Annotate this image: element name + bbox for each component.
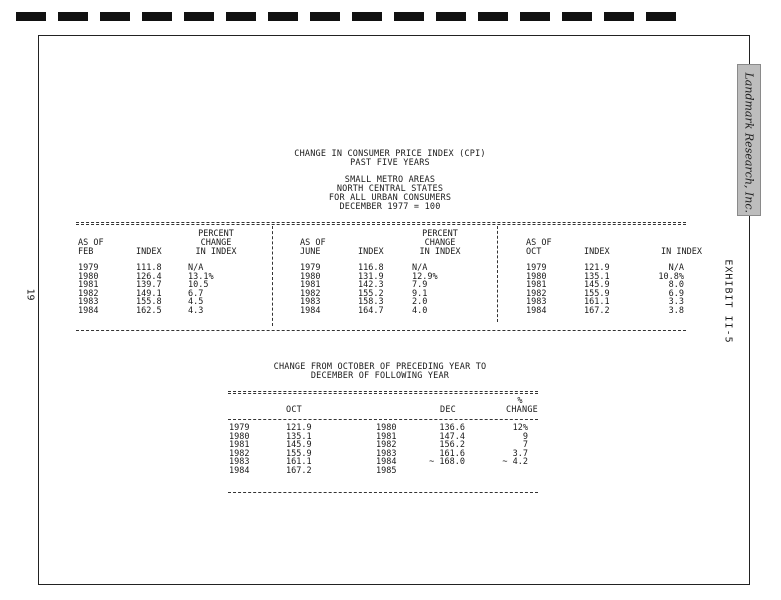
year-cell: 1981 bbox=[78, 280, 99, 291]
table1-divider-2 bbox=[497, 226, 498, 322]
table1-bottom-rule bbox=[76, 330, 686, 331]
change-cell: 6.9 bbox=[668, 288, 684, 299]
table2-top-rule bbox=[228, 391, 538, 394]
dec-year-cell: 1981 bbox=[376, 431, 397, 442]
dec-year-cell: 1984 bbox=[376, 457, 397, 468]
pct-change-cell: 9 bbox=[522, 431, 528, 442]
table2-header-dec: DEC bbox=[440, 405, 456, 415]
index-cell: 142.3 bbox=[358, 280, 384, 291]
header-index: INDEX bbox=[358, 247, 384, 257]
table2-header-pct-1: % bbox=[517, 396, 523, 406]
index-cell: 135.1 bbox=[584, 271, 610, 282]
header-index: INDEX bbox=[136, 247, 162, 257]
oct-year-cell: 1984 bbox=[229, 466, 250, 476]
index-cell: 116.8 bbox=[358, 263, 384, 273]
pct-change-cell: 7 bbox=[522, 440, 528, 451]
index-cell: 126.4 bbox=[136, 271, 162, 282]
year-cell: 1980 bbox=[300, 271, 321, 282]
index-cell: 121.9 bbox=[584, 263, 610, 273]
header-change: CHANGE bbox=[200, 238, 232, 248]
year-cell: 1984 bbox=[78, 306, 99, 316]
year-cell: 1983 bbox=[300, 297, 321, 308]
dec-year-cell: 1982 bbox=[376, 440, 397, 451]
header-in-index: IN INDEX bbox=[195, 247, 237, 257]
title-line-3: SMALL METRO AREAS bbox=[344, 175, 436, 185]
dec-year-cell: 1980 bbox=[376, 423, 397, 433]
change-cell: 10.5 bbox=[188, 280, 209, 291]
year-cell: 1982 bbox=[78, 288, 99, 299]
index-cell: 131.9 bbox=[358, 271, 384, 282]
change-cell: N/A bbox=[188, 263, 204, 273]
header-month: OCT bbox=[526, 247, 542, 257]
perforation-hole bbox=[58, 12, 88, 21]
oct-index-cell: 155.9 bbox=[286, 448, 312, 459]
table2-header-pct-2: CHANGE bbox=[506, 405, 538, 415]
header-month: JUNE bbox=[300, 247, 321, 257]
pct-change-cell: ~ 4.2 bbox=[502, 457, 528, 468]
title-line-2: PAST FIVE YEARS bbox=[350, 158, 430, 168]
perforation-hole bbox=[478, 12, 508, 21]
oct-index-cell: 135.1 bbox=[286, 431, 312, 442]
perforation-hole bbox=[520, 12, 550, 21]
header-in-index: IN INDEX bbox=[419, 247, 461, 257]
oct-index-cell: 161.1 bbox=[286, 457, 312, 468]
title-line-6: DECEMBER 1977 = 100 bbox=[339, 202, 441, 212]
perforation-hole bbox=[646, 12, 676, 21]
header-month: FEB bbox=[78, 247, 94, 257]
change-cell: 3.8 bbox=[668, 306, 684, 316]
header-index: INDEX bbox=[584, 247, 610, 257]
oct-index-cell: 167.2 bbox=[286, 466, 312, 476]
year-cell: 1984 bbox=[300, 306, 321, 316]
change-cell: 8.0 bbox=[668, 280, 684, 291]
header-as-of: AS OF bbox=[78, 238, 104, 248]
dec-index-cell: 156.2 bbox=[439, 440, 465, 451]
change-cell: 2.0 bbox=[412, 297, 428, 308]
year-cell: 1984 bbox=[526, 306, 547, 316]
oct-year-cell: 1983 bbox=[229, 457, 250, 468]
dec-year-cell: 1985 bbox=[376, 466, 397, 476]
change-cell: 4.3 bbox=[188, 306, 204, 316]
change-cell: 9.1 bbox=[412, 288, 428, 299]
title-line-4: NORTH CENTRAL STATES bbox=[336, 184, 444, 194]
table2-header-oct: OCT bbox=[286, 405, 302, 415]
index-cell: 145.9 bbox=[584, 280, 610, 291]
dec-index-cell: 147.4 bbox=[439, 431, 465, 442]
perforation-hole bbox=[184, 12, 214, 21]
change-cell: N/A bbox=[668, 263, 684, 273]
change-cell: 3.3 bbox=[668, 297, 684, 308]
year-cell: 1980 bbox=[78, 271, 99, 282]
change-cell: N/A bbox=[412, 263, 428, 273]
index-cell: 155.9 bbox=[584, 288, 610, 299]
oct-index-cell: 145.9 bbox=[286, 440, 312, 451]
header-as-of: AS OF bbox=[300, 238, 326, 248]
header-percent: PERCENT bbox=[198, 229, 234, 239]
year-cell: 1982 bbox=[526, 288, 547, 299]
table2-header-rule bbox=[228, 419, 538, 420]
year-cell: 1981 bbox=[526, 280, 547, 291]
title-line-5: FOR ALL URBAN CONSUMERS bbox=[328, 193, 452, 203]
oct-year-cell: 1982 bbox=[229, 448, 250, 459]
index-cell: 111.8 bbox=[136, 263, 162, 273]
year-cell: 1980 bbox=[526, 271, 547, 282]
year-cell: 1979 bbox=[300, 263, 321, 273]
year-cell: 1979 bbox=[526, 263, 547, 273]
header-change: CHANGE bbox=[424, 238, 456, 248]
index-cell: 161.1 bbox=[584, 297, 610, 308]
subtitle-line-2: DECEMBER OF FOLLOWING YEAR bbox=[310, 371, 450, 381]
change-cell: 12.9% bbox=[412, 271, 438, 282]
change-cell: 7.9 bbox=[412, 280, 428, 291]
header-percent: PERCENT bbox=[422, 229, 458, 239]
perforation-hole bbox=[436, 12, 466, 21]
perforation-hole bbox=[394, 12, 424, 21]
title-line-1: CHANGE IN CONSUMER PRICE INDEX (CPI) bbox=[294, 149, 486, 159]
year-cell: 1983 bbox=[526, 297, 547, 308]
stamp-text: Landmark Research, Inc. bbox=[742, 72, 756, 213]
subtitle-line-1: CHANGE FROM OCTOBER OF PRECEDING YEAR TO bbox=[273, 362, 487, 372]
company-stamp bbox=[737, 64, 761, 216]
index-cell: 158.3 bbox=[358, 297, 384, 308]
header-as-of: AS OF bbox=[526, 238, 552, 248]
change-cell: 10.8% bbox=[658, 271, 684, 282]
perforation-hole bbox=[604, 12, 634, 21]
perforation-hole bbox=[562, 12, 592, 21]
change-cell: 4.5 bbox=[188, 297, 204, 308]
change-cell: 6.7 bbox=[188, 288, 204, 299]
perforation-hole bbox=[16, 12, 46, 21]
perforation-hole bbox=[268, 12, 298, 21]
oct-year-cell: 1980 bbox=[229, 431, 250, 442]
oct-index-cell: 121.9 bbox=[286, 423, 312, 433]
year-cell: 1982 bbox=[300, 288, 321, 299]
table2-bottom-rule bbox=[228, 492, 538, 493]
perforation-hole bbox=[310, 12, 340, 21]
oct-year-cell: 1981 bbox=[229, 440, 250, 451]
perforation-hole bbox=[226, 12, 256, 21]
index-cell: 164.7 bbox=[358, 306, 384, 316]
oct-year-cell: 1979 bbox=[229, 423, 250, 433]
dec-index-cell: ~ 168.0 bbox=[429, 457, 465, 468]
change-cell: 4.0 bbox=[412, 306, 428, 316]
index-cell: 155.2 bbox=[358, 288, 384, 299]
table1-top-rule bbox=[76, 222, 686, 225]
dec-index-cell: 136.6 bbox=[439, 423, 465, 433]
index-cell: 149.1 bbox=[136, 288, 162, 299]
perforation-strip bbox=[0, 12, 781, 22]
table1-divider-1 bbox=[272, 226, 273, 326]
perforation-hole bbox=[100, 12, 130, 21]
change-cell: 13.1% bbox=[188, 271, 214, 282]
year-cell: 1981 bbox=[300, 280, 321, 291]
pct-change-cell: 12% bbox=[512, 423, 528, 433]
index-cell: 155.8 bbox=[136, 297, 162, 308]
year-cell: 1983 bbox=[78, 297, 99, 308]
index-cell: 162.5 bbox=[136, 306, 162, 316]
page-number: 19 bbox=[24, 288, 36, 301]
perforation-hole bbox=[352, 12, 382, 21]
pct-change-cell: 3.7 bbox=[512, 448, 528, 459]
dec-year-cell: 1983 bbox=[376, 448, 397, 459]
perforation-hole bbox=[142, 12, 172, 21]
index-cell: 167.2 bbox=[584, 306, 610, 316]
index-cell: 139.7 bbox=[136, 280, 162, 291]
year-cell: 1979 bbox=[78, 263, 99, 273]
exhibit-label: EXHIBIT II-5 bbox=[722, 259, 734, 344]
header-in-index: IN INDEX bbox=[661, 247, 702, 257]
dec-index-cell: 161.6 bbox=[439, 448, 465, 459]
